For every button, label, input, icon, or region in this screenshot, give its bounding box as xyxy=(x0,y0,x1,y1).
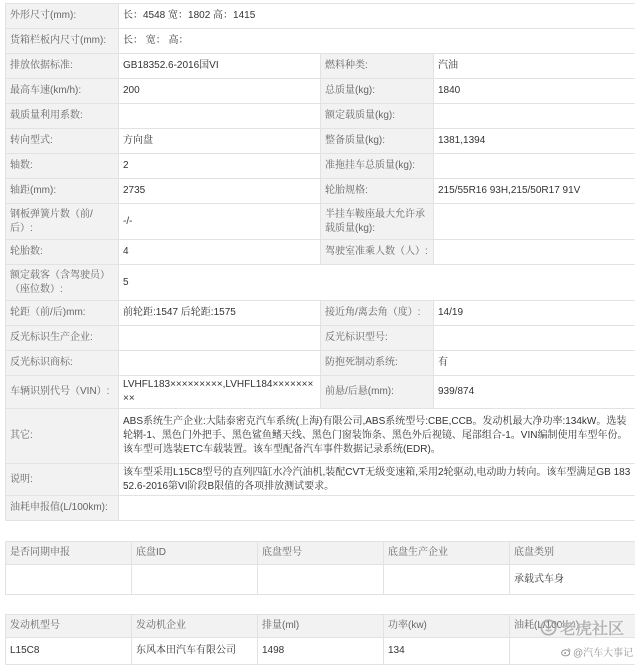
reflector-brand-label: 反光标识商标: xyxy=(6,351,119,376)
other-value: ABS系统生产企业:大陆泰密克汽车系统(上海)有限公司,ABS系统型号:CBE,CCB。发动机最大净功率:134kW。选装轮辋-1、黑色门外把手、黑色鲨鱼鳍天线、黑色门窗装饰条、黑色外后视镜、尾部组合-1。VIN编制使用车型年份。该车型可选装ETC车载装置。该车型配备汽车事件数据记录系统(EDR)。 xyxy=(119,409,636,464)
leaf-spring-count-label: 钢板弹簧片数（前/后）: xyxy=(6,204,119,240)
power-value: 134 xyxy=(384,638,510,665)
axle-count-label: 轴数: xyxy=(6,154,119,179)
abs-system-value: 有 xyxy=(434,351,636,376)
overhang-label: 前悬/后悬(mm): xyxy=(321,376,434,409)
vin-value: LVHFL183×××××××××,LVHFL184××××××××× xyxy=(119,376,321,409)
spec-row xyxy=(6,4,636,29)
vin-label: 车辆识别代号（VIN）: xyxy=(6,376,119,409)
towed-trailer-mass-value xyxy=(434,154,636,179)
notes-label: 说明: xyxy=(6,464,119,496)
max-speed-label: 最高车速(km/h): xyxy=(6,79,119,104)
track-width-value: 前轮距:1547 后轮距:1575 xyxy=(119,301,321,326)
spec-row xyxy=(6,179,636,204)
fuel-type-label: 燃料种类: xyxy=(321,54,434,79)
account-watermark xyxy=(561,645,633,658)
overall-dimensions-value: 长：4548 宽：1802 高：1415 xyxy=(119,4,636,29)
chassis-table xyxy=(5,541,635,595)
rated-seating-label: 额定载客（含驾驶员）（座位数）: xyxy=(6,265,119,301)
axle-count-value: 2 xyxy=(119,154,321,179)
reflector-model-label: 反光标识型号: xyxy=(321,326,434,351)
weibo-icon xyxy=(561,647,571,657)
spec-row xyxy=(6,265,636,301)
curb-mass-label: 整备质量(kg): xyxy=(321,129,434,154)
cab-passenger-capacity-label: 驾驶室准乘人数（人）: xyxy=(321,240,434,265)
spec-table-container xyxy=(5,3,635,539)
emission-standard-value: GB18352.6-2016国VI xyxy=(119,54,321,79)
reflector-model-value xyxy=(434,326,636,351)
fuel-consumption-header: 油耗(L/100km) xyxy=(510,615,636,638)
load-utilization-factor-value xyxy=(119,104,321,129)
tire-spec-label: 轮胎规格: xyxy=(321,179,434,204)
spec-row xyxy=(6,79,636,104)
approach-departure-angle-value: 14/19 xyxy=(434,301,636,326)
towed-trailer-mass-label: 准拖挂车总质量(kg): xyxy=(321,154,434,179)
curb-mass-value: 1381,1394 xyxy=(434,129,636,154)
cargo-box-dimensions-value: 长： 宽： 高： xyxy=(119,29,636,54)
wheelbase-value: 2735 xyxy=(119,179,321,204)
load-utilization-factor-label: 载质量利用系数: xyxy=(6,104,119,129)
spec-row xyxy=(6,240,636,265)
spec-row xyxy=(6,301,636,326)
concurrent-declaration-header: 是否同期申报 xyxy=(6,542,132,565)
leaf-spring-count-value: -/- xyxy=(119,204,321,240)
chassis-manufacturer-header: 底盘生产企业 xyxy=(384,542,510,565)
chassis-model-header: 底盘型号 xyxy=(258,542,384,565)
tire-spec-value: 215/55R16 93H,215/50R17 91V xyxy=(434,179,636,204)
semitrailer-saddle-load-value xyxy=(434,204,636,240)
steering-type-value: 方向盘 xyxy=(119,129,321,154)
emission-standard-label: 排放依据标准: xyxy=(6,54,119,79)
power-header: 功率(kw) xyxy=(384,615,510,638)
engine-manufacturer-header: 发动机企业 xyxy=(132,615,258,638)
brand-watermark xyxy=(540,617,624,637)
approach-departure-angle-label: 接近角/离去角（度）: xyxy=(321,301,434,326)
account-watermark-text: @汽车大事记 xyxy=(573,648,634,659)
reflector-brand-value xyxy=(119,351,321,376)
gross-mass-value: 1840 xyxy=(434,79,636,104)
gross-mass-label: 总质量(kg): xyxy=(321,79,434,104)
rated-load-mass-label: 额定载质量(kg): xyxy=(321,104,434,129)
chassis-manufacturer-value xyxy=(384,565,510,595)
chassis-header-row xyxy=(6,542,636,565)
tiger-logo-icon xyxy=(540,619,557,636)
reflector-manufacturer-value xyxy=(119,326,321,351)
spec-row xyxy=(6,376,636,409)
abs-system-label: 防抱死制动系统: xyxy=(321,351,434,376)
rated-seating-value: 5 xyxy=(119,265,636,301)
engine-model-header: 发动机型号 xyxy=(6,615,132,638)
steering-type-label: 转向型式: xyxy=(6,129,119,154)
spec-row xyxy=(6,409,636,464)
brand-watermark-text: 老虎社区 xyxy=(560,620,625,638)
displacement-header: 排量(ml) xyxy=(258,615,384,638)
track-width-label: 轮距（前/后)mm: xyxy=(6,301,119,326)
spec-row xyxy=(6,29,636,54)
spec-row xyxy=(6,54,636,79)
declared-fuel-consumption-label: 油耗申报值(L/100km): xyxy=(6,496,119,521)
cargo-box-dimensions-label: 货箱栏板内尺寸(mm): xyxy=(6,29,119,54)
wheelbase-label: 轴距(mm): xyxy=(6,179,119,204)
chassis-id-header: 底盘ID xyxy=(132,542,258,565)
spec-row xyxy=(6,326,636,351)
spec-row xyxy=(6,496,636,521)
tire-count-label: 轮胎数: xyxy=(6,240,119,265)
other-label: 其它: xyxy=(6,409,119,464)
spec-table xyxy=(5,3,635,521)
spec-row xyxy=(6,154,636,179)
cab-passenger-capacity-value xyxy=(434,240,636,265)
spec-row xyxy=(6,464,636,496)
overall-dimensions-label: 外形尺寸(mm): xyxy=(6,4,119,29)
spec-row xyxy=(6,104,636,129)
chassis-category-header: 底盘类别 xyxy=(510,542,636,565)
rated-load-mass-value xyxy=(434,104,636,129)
chassis-category-value: 承载式车身 xyxy=(510,565,636,595)
reflector-manufacturer-label: 反光标识生产企业: xyxy=(6,326,119,351)
chassis-value-row xyxy=(6,565,636,595)
chassis-table-container xyxy=(5,541,635,611)
spec-row xyxy=(6,204,636,240)
chassis-id-value xyxy=(132,565,258,595)
spec-row xyxy=(6,351,636,376)
overhang-value: 939/874 xyxy=(434,376,636,409)
concurrent-declaration-value xyxy=(6,565,132,595)
max-speed-value: 200 xyxy=(119,79,321,104)
displacement-value: 1498 xyxy=(258,638,384,665)
tire-count-value: 4 xyxy=(119,240,321,265)
chassis-model-value xyxy=(258,565,384,595)
spec-row xyxy=(6,129,636,154)
engine-manufacturer-value: 东风本田汽车有限公司 xyxy=(132,638,258,665)
engine-model-value: L15C8 xyxy=(6,638,132,665)
engine-value-row xyxy=(6,638,636,665)
notes-value: 该车型采用L15C8型号的直列四缸水冷汽油机,装配CVT无级变速箱,采用2轮驱动,电动助力转向。该车型满足GB 18352.6-2016第VI阶段B限值的各项排放测试要求。 xyxy=(119,464,636,496)
declared-fuel-consumption-value xyxy=(119,496,636,521)
fuel-type-value: 汽油 xyxy=(434,54,636,79)
semitrailer-saddle-load-label: 半挂车鞍座最大允许承载质量(kg): xyxy=(321,204,434,240)
